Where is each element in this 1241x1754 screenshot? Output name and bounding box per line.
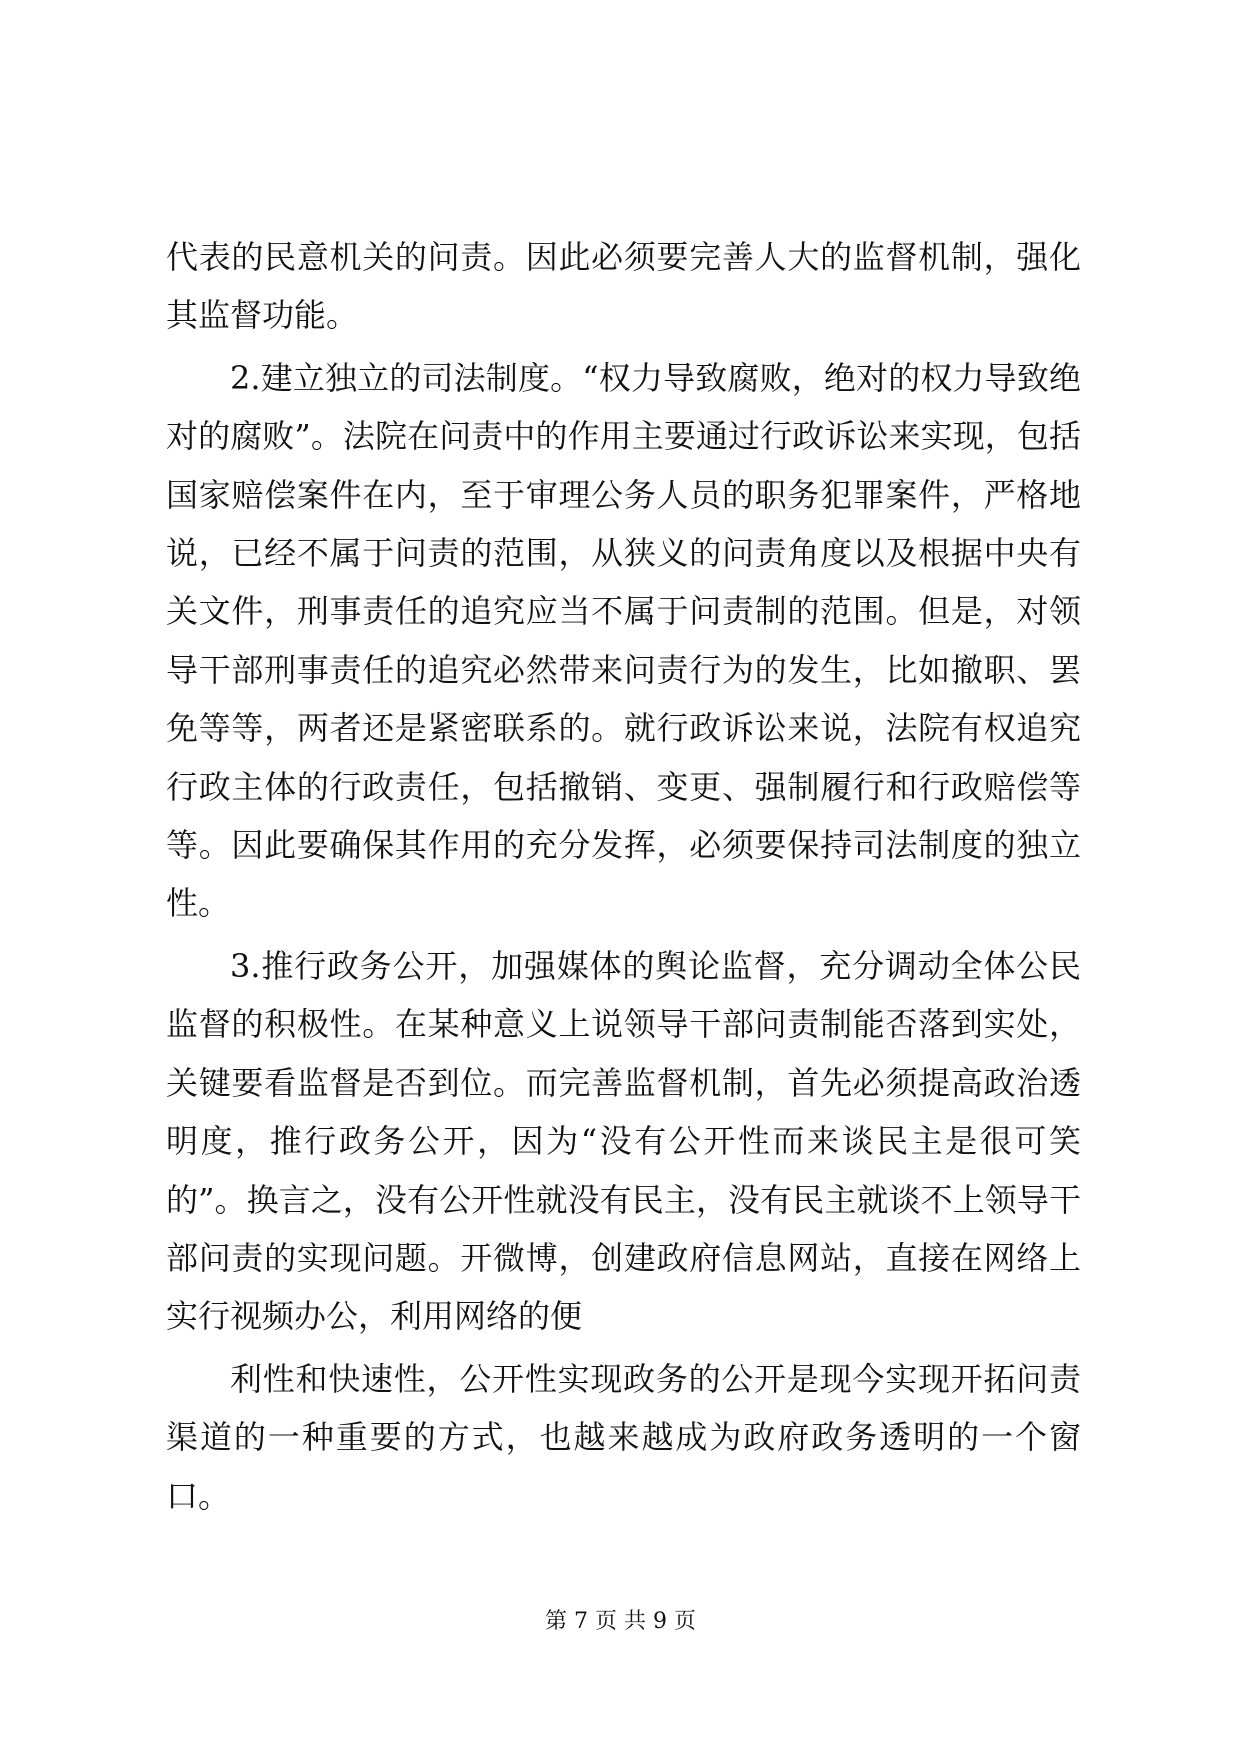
- paragraph-continuation: 代表的民意机关的问责。因此必须要完善人大的监督机制，强化其监督功能。: [166, 238, 1081, 335]
- paragraph-judicial-independence: 2.建立独立的司法制度。“权力导致腐败，绝对的权力导致绝对的腐败”。法院在问责中的作用主要通过行政诉讼来实现，包括国家赔偿案件在内，至于审理公务人员的职务犯罪案件，严格地说，已经不属于问责的范围，从狭义的问责角度以及根据中央有关文件，刑事责任的追究应当不属于问责制的范围。但是，对领导干部刑事责任的追究必然带来问责行为的发生，比如撤职、罢免等等，两者还是紧密联系的。就行政诉讼来说，法院有权追究行政主体的行政责任，包括撤销、变更、强制履行和行政赔偿等等。因此要确保其作用的充分发挥，必须要保持司法制度的独立性。: [166, 358, 1081, 923]
- page-number-footer: 第 7 页 共 9 页: [545, 1609, 696, 1634]
- paragraph-network-channel: 利性和快速性，公开性实现政务的公开是现今实现开拓问责渠道的一种重要的方式，也越来越成为政府政务透明的一个窗口。: [166, 1359, 1081, 1515]
- paragraph-government-transparency: 3.推行政务公开，加强媒体的舆论监督，充分调动全体公民监督的积极性。在某种意义上说领导干部问责制能否落到实处，关键要看监督是否到位。而完善监督机制，首先必须提高政治透明度，推行政务公开，因为“没有公开性而来谈民主是很可笑的”。换言之，没有公开性就没有民主，没有民主就谈不上领导干部问责的实现问题。开微博，创建政府信息网站，直接在网络上实行视频办公，利用网络的便: [166, 946, 1081, 1336]
- body-text: [166, 228, 1081, 1525]
